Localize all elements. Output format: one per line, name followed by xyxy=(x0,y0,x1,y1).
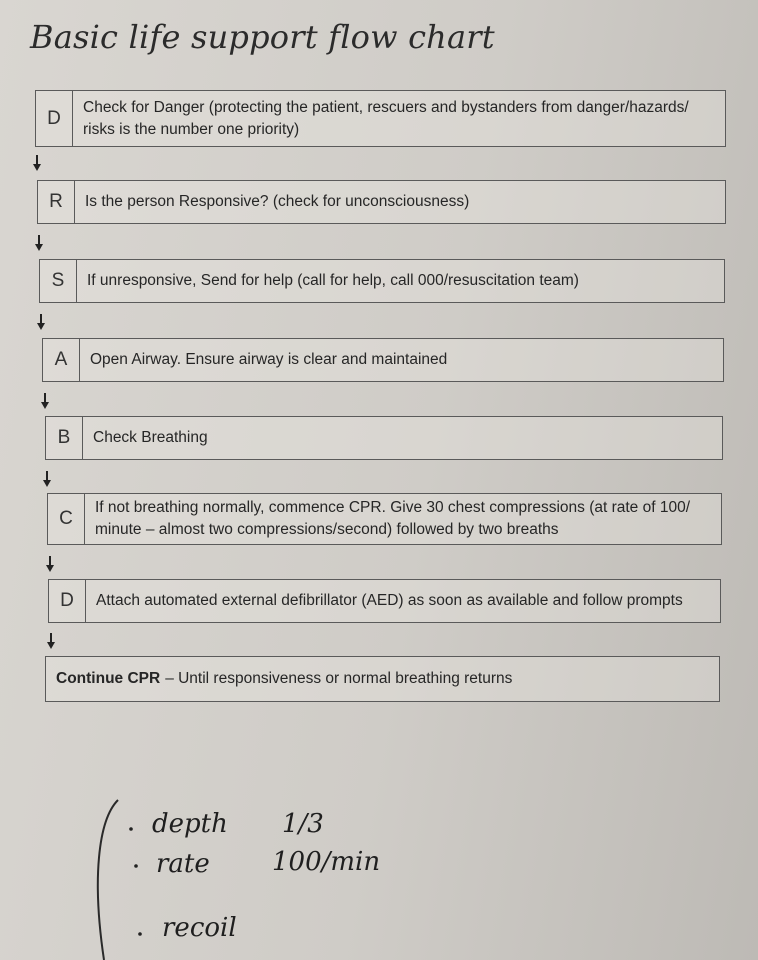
step-letter: D xyxy=(36,91,73,146)
note-depth-label: depth xyxy=(152,809,228,839)
bullet-dot xyxy=(129,827,133,831)
notes-bracket xyxy=(98,800,118,960)
note-rate-label: rate xyxy=(156,849,210,879)
step-letter: B xyxy=(46,417,83,459)
step-text: Is the person Responsive? (check for unconsciousness) xyxy=(85,193,470,210)
step-text: Check for Danger (protecting the patient, rescuers and bystanders from danger/hazards/ risks is the number one priority) xyxy=(83,98,689,138)
final-step-rest: – Until responsiveness or normal breathing returns xyxy=(165,670,513,687)
step-text: If unresponsive, Send for help (call for help, call 000/resuscitation team) xyxy=(87,272,579,289)
chart-title: Basic life support flow chart xyxy=(30,18,495,56)
step-letter: A xyxy=(43,339,80,381)
step-text: If not breathing normally, commence CPR. Give 30 chest compressions (at rate of 100/ minute – almost two compressions/second) followed by two breaths xyxy=(95,499,691,538)
step-text: Check Breathing xyxy=(93,429,208,446)
final-step-bold: Continue CPR xyxy=(56,670,161,687)
note-depth-value: 1/3 xyxy=(282,809,324,839)
step-letter: C xyxy=(48,494,85,544)
step-letter: S xyxy=(40,260,77,302)
note-recoil-label: recoil xyxy=(162,913,237,943)
step-letter: D xyxy=(49,580,86,622)
bullet-dot xyxy=(138,932,142,936)
note-rate-value: 100/min xyxy=(272,847,381,877)
step-letter: R xyxy=(38,181,75,223)
bullet-dot xyxy=(134,864,138,868)
step-text: Attach automated external defibrillator (AED) as soon as available and follow prompts xyxy=(96,592,683,609)
step-text: Open Airway. Ensure airway is clear and maintained xyxy=(90,351,448,368)
